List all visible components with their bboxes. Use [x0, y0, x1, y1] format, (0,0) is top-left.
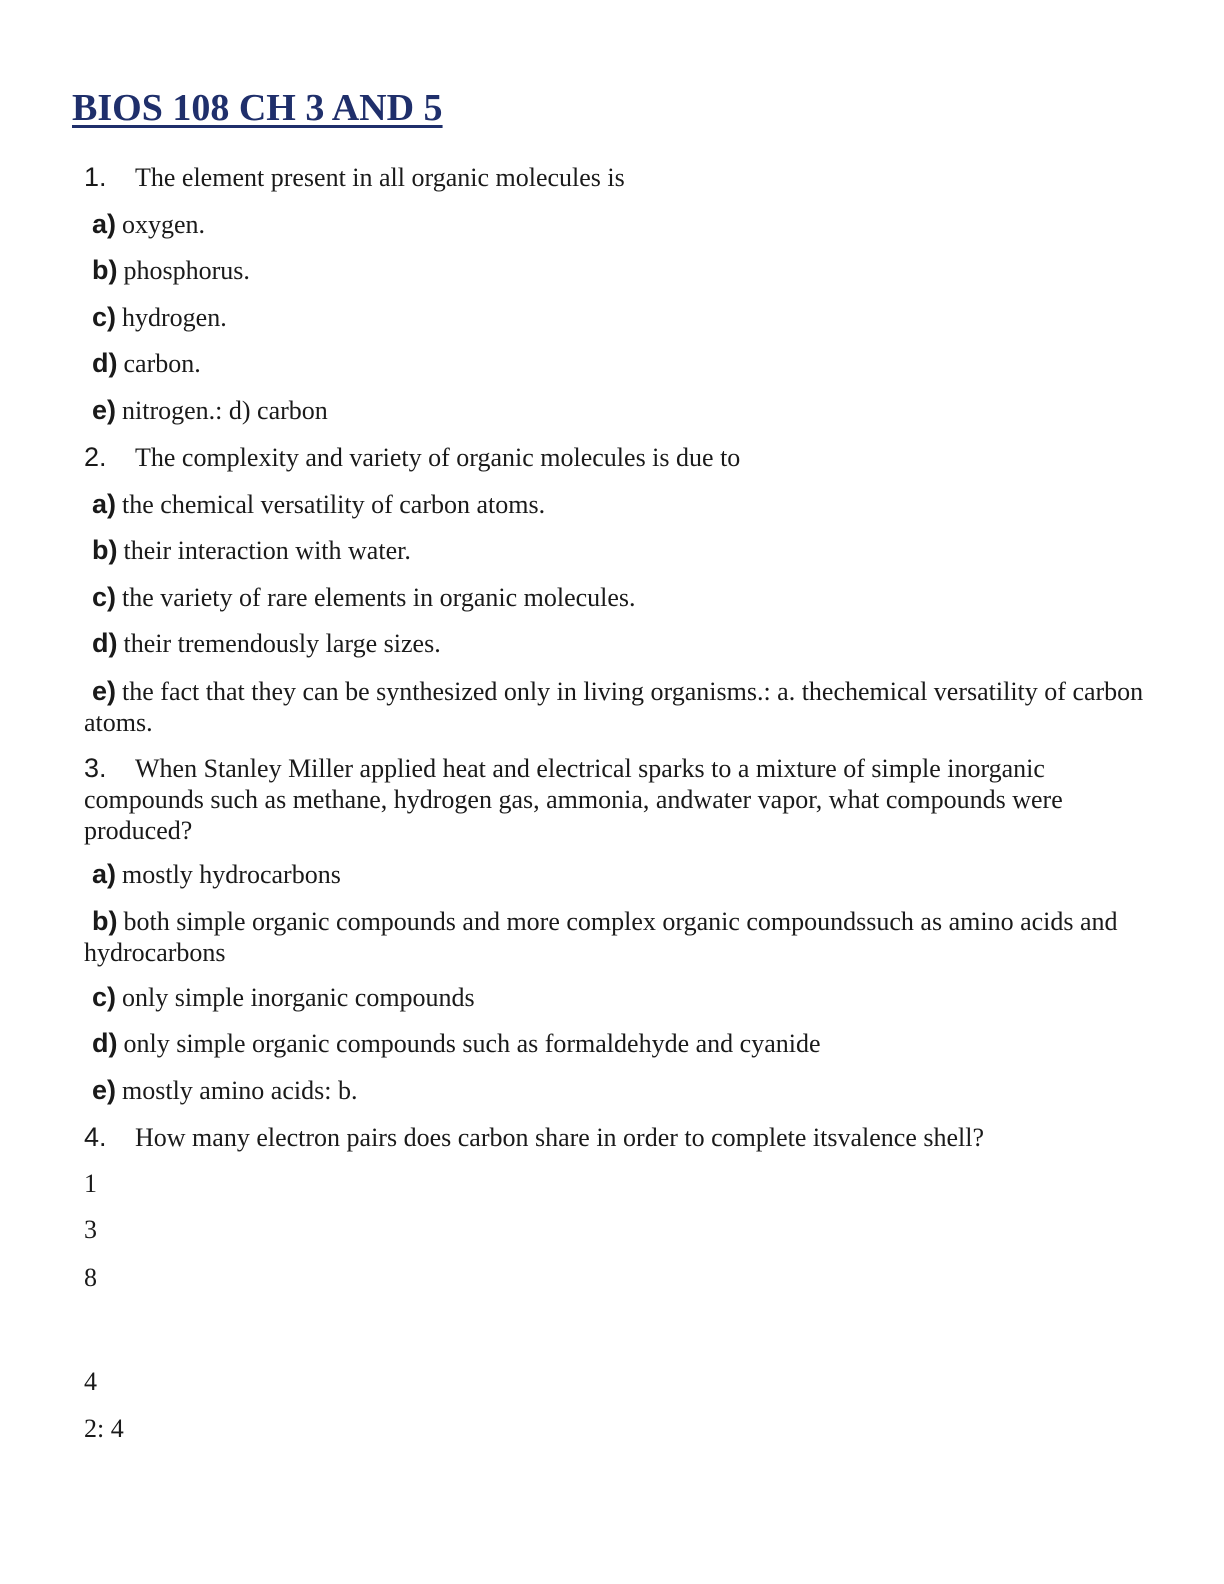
option-letter: d) [92, 628, 118, 658]
option-2d [84, 628, 1144, 659]
option-letter: b) [92, 255, 118, 285]
question-2 [84, 442, 1144, 473]
option-letter: d) [92, 348, 118, 378]
question-text: The complexity and variety of organic molecules is due to [135, 443, 741, 472]
option-2c [84, 582, 1144, 613]
option-1e [84, 395, 1144, 426]
option-text: carbon. [123, 349, 201, 378]
option-1b [84, 255, 1144, 286]
option-text: phosphorus. [123, 256, 250, 285]
option-text: hydrogen. [122, 303, 227, 332]
option-letter: a) [92, 859, 117, 889]
option-3b [84, 906, 1144, 968]
question-4 [84, 1122, 1144, 1153]
option-text: only simple inorganic compounds [122, 983, 475, 1012]
answer-choice: 8 [84, 1263, 97, 1292]
option-letter: c) [92, 982, 117, 1012]
answer-choice: 4 [84, 1367, 97, 1396]
option-letter: b) [92, 535, 118, 565]
option-letter: c) [92, 302, 117, 332]
option-text: the variety of rare elements in organic molecules. [122, 583, 636, 612]
question-text: How many electron pairs does carbon share in order to complete itsvalence shell? [135, 1123, 985, 1152]
question-text: When Stanley Miller applied heat and electrical sparks to a mixture of simple inorganic compounds such as methane, hydrogen gas, ammonia, andwater vapor, what compounds were produced? [84, 754, 1063, 845]
option-3d [84, 1028, 1144, 1059]
option-3c [84, 982, 1144, 1013]
question-number: 2. [84, 442, 107, 472]
option-letter: e) [92, 395, 117, 425]
question-text: The element present in all organic molecules is [135, 163, 625, 192]
option-2b [84, 535, 1144, 566]
option-letter: a) [92, 489, 117, 519]
option-text: mostly hydrocarbons [122, 860, 341, 889]
question-1 [84, 162, 1144, 193]
answer-key: 2: 4 [84, 1414, 124, 1443]
option-letter: a) [92, 209, 117, 239]
option-text: only simple organic compounds such as formaldehyde and cyanide [123, 1029, 821, 1058]
option-letter: b) [92, 906, 118, 936]
option-2e [84, 676, 1144, 738]
question-number: 4. [84, 1122, 107, 1152]
option-text: the fact that they can be synthesized only in living organisms.: a. thechemical versatility of carbon atoms. [84, 677, 1144, 737]
option-text: mostly amino acids: b. [122, 1076, 358, 1105]
option-2a [84, 489, 1144, 520]
option-letter: e) [92, 1075, 117, 1105]
option-text: both simple organic compounds and more complex organic compoundssuch as amino acids and hydrocarbons [84, 907, 1118, 967]
option-1c [84, 302, 1144, 333]
option-3a [84, 859, 1144, 890]
option-1d [84, 348, 1144, 379]
option-letter: c) [92, 582, 117, 612]
option-1a [84, 209, 1144, 240]
question-number: 3. [84, 753, 107, 783]
option-text: their tremendously large sizes. [123, 629, 441, 658]
option-letter: d) [92, 1028, 118, 1058]
option-3e [84, 1075, 1144, 1106]
question-3 [84, 753, 1144, 846]
question-number: 1. [84, 162, 107, 192]
option-letter: e) [92, 676, 117, 706]
document-title: BIOS 108 CH 3 AND 5 [72, 87, 443, 129]
option-text: the chemical versatility of carbon atoms. [122, 490, 546, 519]
option-text: nitrogen.: d) carbon [122, 396, 328, 425]
answer-choice: 3 [84, 1215, 97, 1244]
answer-choice: 1 [84, 1169, 97, 1198]
option-text: oxygen. [122, 210, 206, 239]
option-text: their interaction with water. [123, 536, 411, 565]
